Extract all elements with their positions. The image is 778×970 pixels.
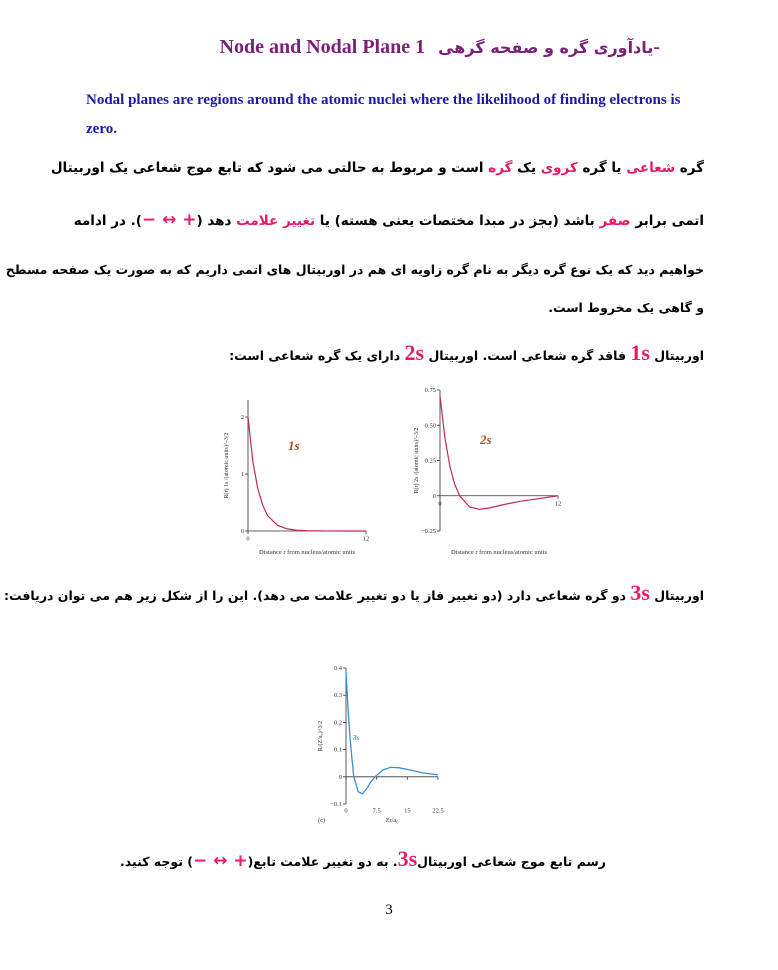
series-line bbox=[440, 396, 558, 509]
y-tick-label: 1 bbox=[240, 471, 244, 479]
y-tick-label: 2 bbox=[240, 414, 244, 422]
text-run: گره bbox=[675, 160, 704, 176]
text-run: دهد ( bbox=[196, 213, 237, 229]
series-line bbox=[346, 672, 438, 794]
y-tick-label: 0.2 bbox=[333, 719, 342, 727]
chart-2s bbox=[408, 382, 578, 562]
x-tick-label: 12 bbox=[554, 500, 562, 508]
y-axis-label: R/(Z/a₀)^3/2 bbox=[318, 720, 324, 752]
y-tick-label: 0 bbox=[338, 773, 342, 781]
page-number: 3 bbox=[385, 902, 393, 918]
text-run: دو گره شعاعی دارد (دو تغییر فاز یا دو تغییر علامت می دهد). این را از شکل زیر هم می توان دریافت: bbox=[4, 588, 631, 603]
text-run: ) توجه کنید. bbox=[120, 854, 193, 869]
y-tick-label: 0.25 bbox=[424, 457, 436, 465]
x-axis-label: Distance r from nucleus/atomic units bbox=[258, 549, 356, 556]
orbital-3s-line bbox=[4, 580, 704, 606]
x-tick-label: 12 bbox=[362, 535, 370, 543]
text-run: است و مربوط به حالتی می شود که تابع موج شعاعی یک اوربیتال bbox=[50, 160, 489, 176]
highlight-sign-change: تغییر علامت bbox=[236, 213, 316, 229]
chart-1s bbox=[218, 382, 378, 562]
x-axis-label: Zr/a₀ bbox=[385, 817, 399, 824]
series-label: 2s bbox=[480, 432, 492, 447]
orbital-1s-2s-line bbox=[229, 340, 704, 366]
figure-caption bbox=[120, 846, 606, 872]
paragraph-line-3: خواهیم دید که یک نوع گره دیگر به نام گره زاویه ای هم در اوربیتال های اتمی داریم که به صورت یک صفحه مسطح bbox=[5, 262, 704, 277]
paragraph-line-2 bbox=[74, 210, 704, 230]
y-tick-label: −0.1 bbox=[330, 801, 342, 808]
sign-change-symbol: − ↔ + bbox=[141, 210, 197, 230]
y-tick-label: 0 bbox=[240, 528, 244, 535]
y-tick-label: 0.3 bbox=[333, 692, 342, 700]
series-label: 1s bbox=[288, 438, 300, 453]
text-run: ). در ادامه bbox=[73, 213, 142, 229]
panel-label: (c) bbox=[318, 817, 326, 824]
x-tick-label: 15 bbox=[404, 807, 411, 815]
highlight-radial: شعاعی bbox=[626, 160, 676, 176]
title-english: Node and Nodal Plane bbox=[219, 36, 411, 58]
text-run: . به دو تغییر علامت تابع( bbox=[247, 854, 398, 869]
y-axis-label: R(r) 1s /(atomic units)^-3/2 bbox=[224, 432, 230, 499]
series-line bbox=[248, 417, 366, 531]
x-tick-label: 7.5 bbox=[372, 807, 381, 815]
x-tick-label: 22.5 bbox=[432, 807, 444, 815]
english-paragraph: Nodal planes are regions around the atomic nuclei where the likelihood of finding electrons is zero. bbox=[86, 92, 681, 137]
text-run: دارای یک گره شعاعی است: bbox=[229, 348, 405, 363]
x-axis-label: Distance r from nucleus/atomic units bbox=[450, 549, 548, 556]
text-run: اوربیتال bbox=[649, 348, 704, 363]
y-tick-label: 0.75 bbox=[424, 387, 436, 394]
text-run: اوربیتال bbox=[649, 588, 704, 603]
paragraph-line-4: و گاهی یک مخروط است. bbox=[548, 300, 704, 315]
highlight-node: گره bbox=[488, 160, 513, 176]
text-run: فاقد گره شعاعی است. اوربیتال bbox=[424, 348, 631, 363]
text-run: یا گره bbox=[577, 160, 627, 176]
orbital-3s-label: 3s bbox=[630, 580, 650, 605]
title-number: 1- bbox=[415, 36, 660, 58]
y-tick-label: 0.50 bbox=[424, 422, 436, 430]
x-tick-label: 0 bbox=[438, 500, 442, 508]
page-title bbox=[220, 36, 660, 59]
text-run: یک bbox=[512, 160, 541, 176]
y-tick-label: −0.25 bbox=[420, 528, 436, 535]
series-label: 3s bbox=[353, 734, 360, 742]
y-axis-label: R(r) 2s /(atomic units)^-3/2 bbox=[414, 427, 420, 494]
highlight-spherical: کروی bbox=[540, 160, 578, 176]
title-persian: یادآوری گره و صفحه گرهی bbox=[438, 38, 654, 57]
orbital-3s-label: 3s bbox=[397, 846, 418, 871]
chart-3s bbox=[310, 660, 460, 830]
text-run: باشد (بجز در مبدا مختصات یعنی هسته) یا bbox=[315, 213, 600, 229]
text-run: اتمی برابر bbox=[630, 213, 704, 229]
orbital-2s-label: 2s bbox=[404, 340, 425, 365]
y-tick-label: 0.1 bbox=[333, 746, 342, 754]
y-tick-label: 0 bbox=[432, 492, 436, 500]
orbital-1s-label: 1s bbox=[630, 340, 650, 365]
highlight-zero: صفر bbox=[599, 213, 631, 229]
x-tick-label: 0 bbox=[344, 807, 348, 815]
sign-change-symbol: − ↔ + bbox=[193, 851, 248, 871]
x-tick-label: 0 bbox=[246, 535, 250, 543]
paragraph-line-1 bbox=[51, 160, 704, 176]
text-run: رسم تابع موج شعاعی اوربیتال bbox=[417, 854, 606, 869]
y-tick-label: 0.4 bbox=[333, 665, 342, 672]
